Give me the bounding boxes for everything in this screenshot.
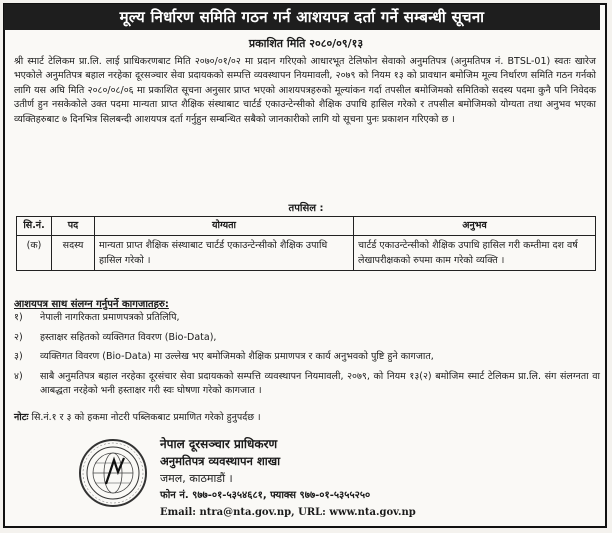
list-item <box>14 311 600 326</box>
documents-list <box>14 311 600 404</box>
note-text: सि.नं.१ र ३ को हकमा नोटरी पब्लिकबाट प्रमाणित गरेको हुनुपर्दछ । <box>31 412 261 423</box>
issuer-branch: अनुमतिपत्र व्यवस्थापन शाखा <box>160 454 281 468</box>
header-serial: सि.नं. <box>17 217 52 236</box>
issuer-name: नेपाल दूरसञ्चार प्राधिकरण <box>160 437 278 451</box>
notice-title: मूल्य निर्धारण समिति गठन गर्न आशयपत्र दर्ता गर्ने सम्बन्धी सूचना <box>4 4 600 30</box>
issuer-email: Email: ntra@nta.gov.np, URL: www.nta.gov.np <box>160 507 416 518</box>
issuer-address: जमल, काठमाडौं । <box>160 472 233 485</box>
note <box>14 411 600 425</box>
published-date: प्रकाशित मिति २०८०/०९/१३ <box>248 37 364 50</box>
list-item-number: ३) <box>14 351 23 362</box>
header-post: पद <box>52 217 95 236</box>
note-label: नोटः <box>14 412 29 423</box>
list-item <box>14 370 600 399</box>
list-item <box>14 331 600 346</box>
list-item-number: २) <box>14 331 23 343</box>
issuer-block <box>160 436 500 521</box>
qualification-table <box>16 216 596 271</box>
cell-experience: चार्टर्ड एकाउन्टेन्सीको शैक्षिक उपाधि हासिल गरी कम्तीमा दश वर्ष लेखापरीक्षकको रुपमा काम गरेको व्यक्ति । <box>354 236 596 271</box>
list-item-number: १) <box>14 312 23 323</box>
cell-serial: (क) <box>17 236 52 271</box>
table-header-row <box>17 217 596 236</box>
table-row <box>17 236 596 271</box>
list-item-text: व्यक्तिगत विवरण (Bio-Data) मा उल्लेख भए बमोजिमको शैक्षिक प्रमाणपत्र र कार्य अनुभवको पुष्टि हुने कागजात, <box>40 351 434 362</box>
list-item-text: हस्ताक्षर सहितको व्यक्तिगत विवरण (Bio-Data), <box>40 331 217 343</box>
cell-post: सदस्य <box>52 236 95 271</box>
cell-qualification: मान्यता प्राप्त शैक्षिक संस्थाबाट चार्टर्ड एकाउन्टेन्सीको शैक्षिक उपाधि हासिल गरेको । <box>95 236 354 271</box>
list-item <box>14 350 600 365</box>
header-qualification: योग्यता <box>95 217 354 236</box>
list-item-number: ४) <box>14 370 23 382</box>
notice-body-paragraph: श्री स्मार्ट टेलिकम प्रा.लि. लाई प्राधिकरणबाट मिति २०७०/०१/०२ मा प्रदान गरिएको आधारभूत टेलिफोन सेवाको अनुमतिपत्र (अनुमतिपत्र नं. BTSL-01) स्वतः खारेज भएकोले अनुमतिपत्र बहाल नरहेका दूरसञ्चार सेवा प्रदायकको सम्पत्ति व्यवस्थापन नियमावली, २०७९ को नियम १३ को प्रावधान बमोजिम मूल्य निर्धारण समिति गठन गर्नको लागि यस अघि मिति २०८०/०८/०६ मा प्रकाशित सूचना अनुसार प्राप्त भएको आशयपत्रहरुको मूल्यांकन गर्दा तपसील बमोजिमको समितिको सदस्य पदमा कुनै पनि निवेदक उतीर्ण हुन नसकेकोले उक्त पदमा मान्यता प्राप्त शैक्षिक संस्थाबाट चार्टर्ड एकाउन्टेन्सीको शैक्षिक उपाधि हासिल गरेको र तपसील बमोजिमको योग्यता तथा अनुभव भएका व्यक्तिहरुबाट ७ दिनभित्र सिलबन्दी आशयपत्र दर्ता गर्नुहुन सम्बन्धित सबैको जानकारीको लागि यो सूचना पुनः प्रकाशन गरिएको छ । <box>14 56 596 125</box>
issuer-phone: फोन नं. ९७७-०१-५३५४६८१, फ्याक्स ९७७-०१-५३५५२५० <box>160 490 371 501</box>
documents-heading: आशयपत्र साथ संलग्न गर्नुपर्ने कागजातहरु: <box>14 299 169 310</box>
list-item-text: नेपाली नागरिकता प्रमाणपत्रको प्रतिलिपि, <box>40 312 180 323</box>
list-item-text: साबै अनुमतिपत्र बहाल नरहेका दूरसंचार सेवा प्रदायकको सम्पत्ति व्यवस्थापन नियमावली, २०७९, को नियम १३(२) बमोजिम स्मार्ट टेलिकम प्रा.लि. संग संलग्नता वा आबद्धता नरहेको भनी हस्ताक्षर गरी स्वः घोषणा गरेको कागजात । <box>40 370 600 396</box>
header-experience: अनुभव <box>354 217 596 236</box>
nta-logo-icon <box>78 438 148 508</box>
details-heading: तपसिल : <box>288 203 324 214</box>
